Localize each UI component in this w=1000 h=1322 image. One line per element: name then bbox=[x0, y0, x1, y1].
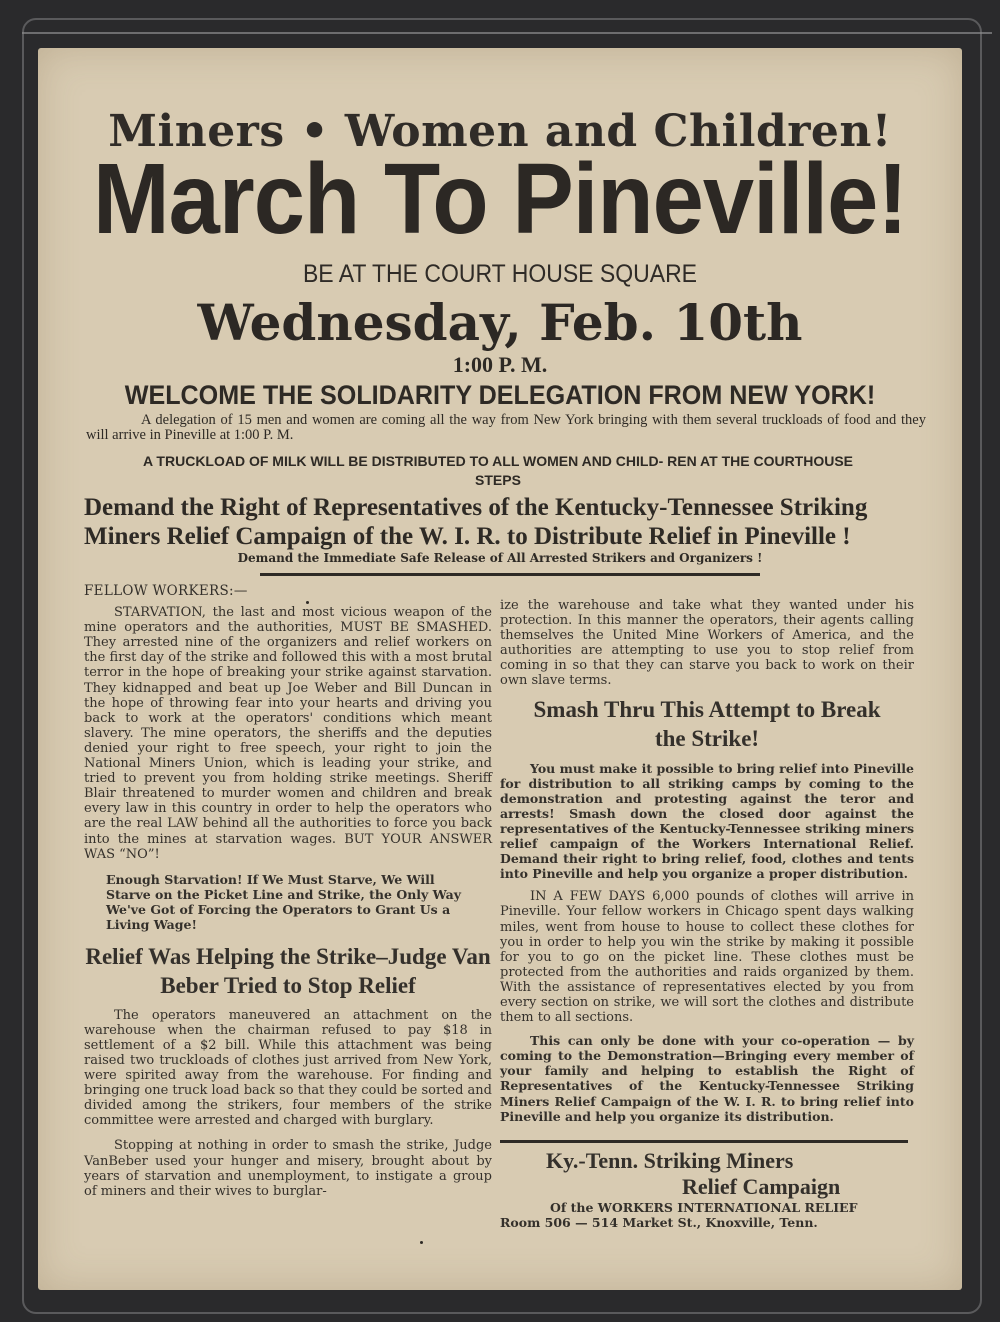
main-title: March To Pineville! bbox=[92, 143, 908, 255]
signature-line-1: Ky.-Tenn. Striking Miners bbox=[546, 1148, 794, 1173]
stopping-paragraph: Stopping at nothing in order to smash the strike, Judge VanBeber used your hunger and misery, brought about by years of starvation and unemployment, to instigate a group of miners and their wives to burglar- bbox=[84, 1138, 492, 1199]
signature-block bbox=[500, 1148, 914, 1230]
salutation: FELLOW WORKERS:— bbox=[84, 583, 248, 599]
signature-divider bbox=[500, 1140, 908, 1143]
section-divider bbox=[260, 573, 760, 576]
left-column bbox=[84, 584, 492, 1199]
miners-headline: Miners • Women and Children! bbox=[108, 106, 892, 157]
location-line: BE AT THE COURT HOUSE SQUARE bbox=[302, 260, 698, 288]
welcome-heading: WELCOME THE SOLIDARITY DELEGATION FROM NEW YORK! bbox=[124, 380, 876, 410]
poster bbox=[38, 48, 962, 1290]
must-paragraph: You must make it possible to bring relief into Pineville for distribution to all striking camps by coming to the demonstration and protesting against the teror and arrests! Smash down the closed door against the representatives of the Kentucky-Tennessee striking miners relief campaign of the Workers International Relief. Demand their right to bring relief, food, clothes and tents into Pineville and help you organize a proper distribution. bbox=[500, 760, 914, 882]
date-line: Wednesday, Feb. 10th bbox=[197, 293, 803, 352]
continued-paragraph: ize the warehouse and take what they wanted under his protection. In this manner the operators, their agents calling themselves the United Mine Workers of America, and the authorities are attempting to use you to stop relief from coming in so that they can starve you back to work on their own slave terms. bbox=[500, 598, 914, 689]
sleeve-edge bbox=[22, 32, 992, 34]
signature-line-2: Relief Campaign bbox=[682, 1174, 841, 1199]
time-line: 1:00 P. M. bbox=[452, 352, 548, 377]
cooperation-paragraph: This can only be done with your co-operation — by coming to the Demonstration—Bringing every member of your family and helping to establish the Right of Representatives of the Kentucky-Tennessee Striking Miners Relief Campaign of the W. I. R. to bring relief into Pineville and help you organize its distribution. bbox=[500, 1033, 914, 1124]
operators-paragraph: The operators maneuvered an attachment on the warehouse when the chairman refused to pay $18 in settlement of a $2 bill. While this attachment was being raised two truckloads of clothes just arrived from New York, were spirited away from the warehouse. For finding and bringing one truck load back so that they could be sorted and divided among the strikers, four members of the strike committee were arrested and charged with burglary. bbox=[84, 1007, 492, 1129]
relief-heading: Relief Was Helping the Strike–Judge Van Beber Tried to Stop Relief bbox=[85, 943, 491, 998]
release-demand: Demand the Immediate Safe Release of All Arrested Strikers and Organizers ! bbox=[237, 551, 763, 565]
few-days-paragraph: IN A FEW DAYS 6,000 pounds of clothes will arrive in Pineville. Your fellow workers in Chicago spent days walking miles, went from house to house to collect these clothes for you in order to help you win the strike by making it possible for you to go on the picket line. These clothes must be protected from the authorities and raids organized by them. With the assistance of representatives elected by you from every section on strike, we will sort the clothes and distribute them to all sections. bbox=[500, 889, 914, 1026]
address-line: Room 506 — 514 Market St., Knoxville, Tenn. bbox=[500, 1215, 818, 1231]
smash-heading: Smash Thru This Attempt to Break the Strike! bbox=[533, 696, 881, 751]
right-column bbox=[500, 598, 914, 1124]
starvation-paragraph: STARVATION, the last and most vicious weapon of the mine operators and the authorities, MUST BE SMASHED. They arrested nine of the organizers and relief workers on the first day of the strike and followed this with a most brutal terror in the hope of breaking your strike against starvation. They kidnapped and beat up Joe Weber and Bill Duncan in the hope of throwing fear into your hearts and driving you back to work at the operators' conditions which meant slavery. The mine operators, the sheriffs and the deputies denied your right to free speech, your right to join the National Miners Union, which is leading your strike, and tried to prevent you from holding strike meetings. Sheriff Blair threatened to murder women and children and break every law in this country in order to help the operators who are the real LAW behind all the authorities to force you back into the mines at starvation wages. BUT YOUR ANSWER WAS “NO”! bbox=[84, 605, 492, 862]
signature-line-3: Of the WORKERS INTERNATIONAL RELIEF bbox=[550, 1200, 858, 1215]
demand-heading: Demand the Right of Representatives of the Kentucky-Tennessee Striking Miners Relief Campaign of the W. I. R. to Distribute Relief in Pineville ! bbox=[84, 494, 868, 550]
ink-speck bbox=[306, 601, 309, 604]
pull-quote: Enough Starvation! If We Must Starve, We Will Starve on the Picket Line and Strike, the Only Way We've Got of Forcing the Operators to Grant Us a Living Wage! bbox=[106, 871, 461, 932]
ink-speck bbox=[420, 1241, 423, 1244]
milk-announcement: A TRUCKLOAD OF MILK WILL BE DISTRIBUTED TO ALL WOMEN AND CHILD- REN AT THE COURTHOUSE STEPS bbox=[142, 453, 854, 488]
delegation-text: A delegation of 15 men and women are coming all the way from New York bringing with them several truckloads of food and they will arrive in Pineville at 1:00 P. M. bbox=[86, 412, 926, 443]
